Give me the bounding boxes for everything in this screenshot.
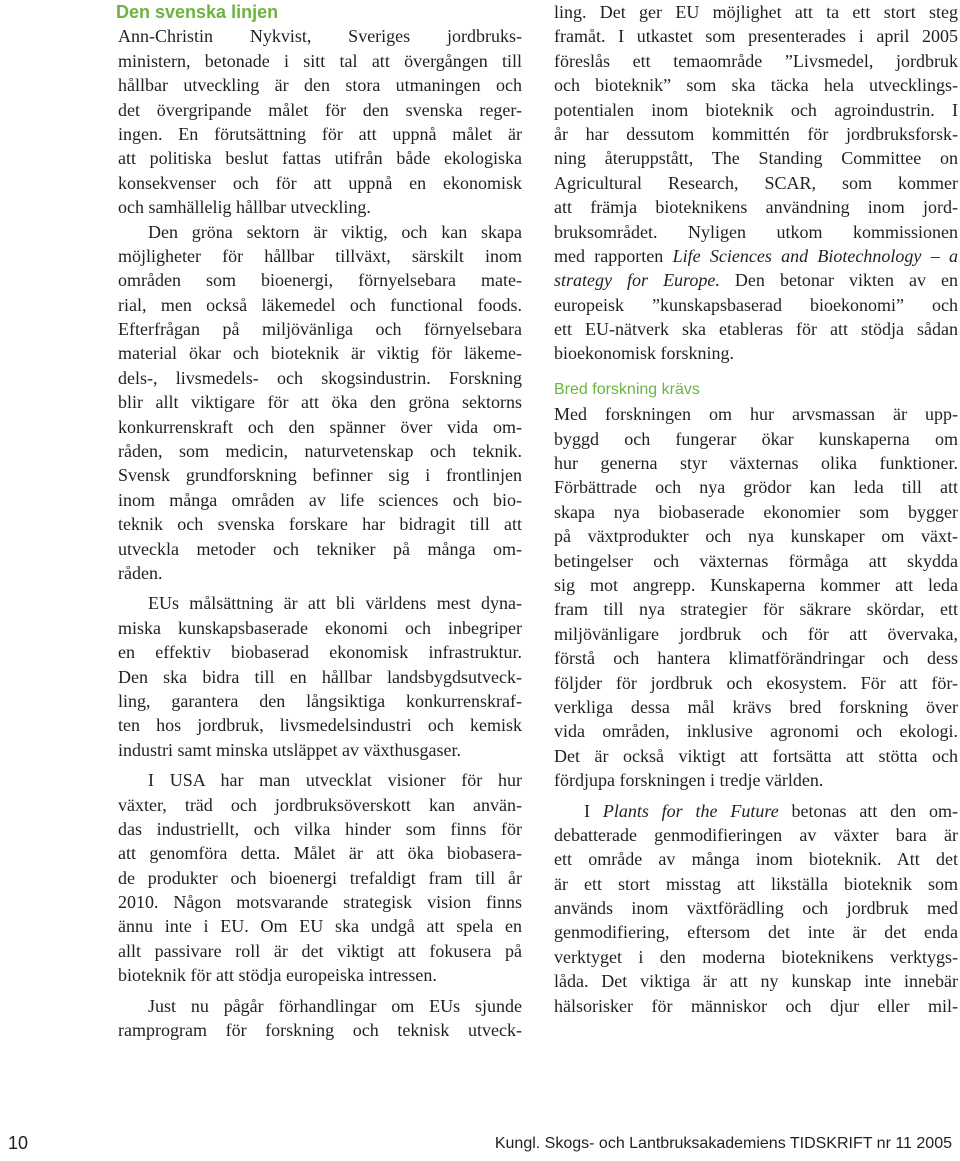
text-line: Efterfrågan på miljövänliga och förnyelsebara	[118, 319, 522, 340]
text-line: skapa nya biobaserade ekonomier som bygger	[554, 501, 958, 522]
text-line	[554, 799, 958, 823]
text-line: bioekonomisk forskning.	[554, 343, 734, 364]
report-title: Life Sciences and Biotechnology – a	[672, 245, 958, 266]
text-line: Förbättrade och nya grödor kan leda till att	[554, 477, 958, 498]
text-line: vida områden, inklusive agronomi och ekologi.	[554, 721, 958, 742]
text-line: Med forskningen om hur arvsmassan är upp-	[554, 404, 958, 425]
left-column-body	[118, 24, 522, 1042]
text-line: framåt. I utkastet som presenterades i april 2005	[554, 26, 958, 47]
text-line: allt passivare roll är det viktigt att fokusera på	[118, 940, 522, 961]
text-line: hur generna styr växternas olika funktioner.	[554, 453, 958, 474]
text-line: potentialen inom bioteknik och agroindustrin. I	[554, 99, 958, 120]
text-line: Ann-Christin Nykvist, Sveriges jordbruks-	[118, 26, 522, 47]
text-line: betingelser och växternas förmåga att skydda	[554, 550, 958, 571]
text-line: föreslås ett temaområde ”Livsmedel, jordbruk	[554, 50, 958, 71]
text-line: material ökar och bioteknik är viktig för läkeme-	[118, 343, 522, 364]
page-number: 10	[8, 1133, 29, 1153]
text-line: das industriellt, och vilka hinder som finns för	[118, 818, 522, 839]
text-line: sig mot angrepp. Kunskaperna kommer att leda	[554, 575, 958, 595]
publication-footer: Kungl. Skogs- och Lantbruksakademiens TIDSKRIFT nr 11 2005	[494, 1135, 952, 1152]
text-line: Just nu pågår förhandlingar om EUs sjunde	[148, 995, 522, 1016]
text-line: ett område av många inom bioteknik. Att det	[554, 849, 958, 870]
text-line: EUs målsättning är att bli världens mest dyna-	[148, 593, 522, 614]
text-line: låda. Det viktiga är att ny kunskap inte innebär	[554, 971, 958, 992]
text-line: hållbar utveckling är den stora utmaningen och	[118, 75, 522, 96]
text-line: genmodifiering, eftersom det inte är det enda	[554, 922, 958, 943]
left-column	[118, 0, 522, 1042]
section-heading: Den svenska linjen	[116, 2, 279, 22]
text-line: konkurrenskraft och den spänner över vida om-	[118, 416, 522, 437]
text-line: teknik och svenska forskare har bidragit till att	[118, 514, 522, 535]
right-column	[554, 0, 958, 1018]
text-line: ramprogram för forskning och teknisk utveck-	[118, 1020, 522, 1041]
text-line	[554, 268, 958, 292]
text-line: ling. Det ger EU möjlighet att ta ett stort steg	[554, 2, 958, 22]
text-line	[554, 244, 958, 268]
text-line: 2010. Någon motsvarande strategisk vision finns	[118, 892, 522, 913]
text-line: verkliga dessa mål krävs bred forskning över	[554, 696, 958, 717]
text-line: Agricultural Research, SCAR, som kommer	[554, 172, 958, 193]
text-line: förstå och hantera klimatförändringar och dess	[554, 648, 958, 669]
text-line: industri samt minska utsläppet av växthusgaser.	[118, 739, 461, 760]
text-line: råden.	[118, 563, 163, 583]
text-line: verktyget i den moderna bioteknikens verktygs-	[554, 946, 958, 967]
text-line: växter, träd och jordbruksöverskott kan använ-	[118, 794, 522, 815]
text-line: ning återuppstått, The Standing Committee on	[554, 148, 958, 169]
text-line: är ett stort misstag att likställa bioteknik som	[554, 873, 958, 894]
text-line: hälsorisker för människor och djur eller mil-	[554, 995, 958, 1016]
subsection-heading: Bred forskning krävs	[554, 380, 700, 398]
text-line: I USA har man utvecklat visioner för hur	[148, 770, 522, 791]
text-line: bruksområdet. Nyligen utkom kommissionen	[554, 221, 958, 242]
text-line: att politiska beslut fattas utifrån både ekologiska	[118, 148, 522, 169]
text-line: ingen. En förutsättning för att uppnå målet är	[118, 123, 522, 144]
text-line: ett EU-nätverk ska etableras för att stödja sådan	[554, 319, 958, 340]
text-run: Den betonar vikten av en	[719, 270, 958, 291]
text-line: följder för jordbruk och ekosystem. För att för-	[554, 672, 958, 693]
text-line: Svensk grundforskning befinner sig i frontlinjen	[118, 465, 522, 486]
text-line: ministern, betonade i sitt tal att övergången till	[118, 50, 522, 71]
report-title: Plants for the Future	[602, 800, 779, 821]
text-line: fram till nya strategier för säkrare skördar, ett	[554, 599, 958, 620]
section-gap	[554, 366, 958, 378]
text-line: och samhällelig hållbar utveckling.	[118, 197, 371, 218]
text-line: bioteknik för att stödja europeiska intressen.	[118, 965, 437, 986]
text-line: och bioteknik” som ska täcka hela utvecklings-	[554, 75, 958, 96]
text-line: används inom växtförädling och jordbruk med	[554, 898, 958, 919]
text-line: möjligheter för hållbar tillväxt, särskilt inom	[118, 245, 522, 266]
text-line: år har dessutom kommittén för jordbruksforsk-	[554, 123, 958, 144]
text-line: debatterade genmodifieringen av växter bara är	[554, 824, 958, 845]
text-line: råden, som medicin, naturvetenskap och teknik.	[118, 441, 522, 462]
text-line: ling, garantera den långsiktiga konkurrenskraf-	[118, 690, 522, 711]
text-run: med rapporten	[554, 245, 673, 266]
text-line: miljövänligare jordbruk och för att övervaka,	[554, 623, 958, 644]
right-column-body	[554, 0, 958, 1018]
text-line: det övergripande målet för den svenska reger-	[118, 99, 522, 120]
text-line: fördjupa forskningen i tredje världen.	[554, 770, 824, 791]
text-line: inom många områden av life sciences och bio-	[118, 489, 522, 510]
text-line: ännu inte i EU. Om EU ska undgå att spela en	[118, 916, 522, 937]
text-line: blir allt viktigare för att öka den gröna sektorns	[118, 392, 522, 413]
report-title: strategy for Europe.	[554, 270, 720, 291]
text-line: Det är också viktigt att fortsätta att stötta och	[554, 745, 958, 766]
text-line: Den ska bidra till en hållbar landsbygdsutveck-	[118, 666, 522, 687]
text-line: europeisk ”kunskapsbaserad bioekonomi” och	[554, 294, 958, 315]
text-line: på växtprodukter och nya kunskaper om växt-	[554, 526, 958, 547]
text-line: att främja bioteknikens användning inom jord-	[554, 197, 958, 218]
text-line: rial, men också läkemedel och functional foods.	[118, 294, 522, 315]
text-line: ten hos jordbruk, livsmedelsindustri och kemisk	[118, 715, 522, 736]
text-line: Den gröna sektorn är viktig, och kan skapa	[148, 221, 522, 242]
text-line: utveckla metoder och tekniker på många om-	[118, 538, 522, 559]
text-line: byggd och fungerar ökar kunskaperna om	[554, 428, 958, 449]
text-line: miska kunskapsbaserade ekonomi och inbegriper	[118, 617, 522, 638]
text-run: I	[584, 800, 603, 821]
text-line: de produkter och bioenergi trefaldigt fram till år	[118, 867, 522, 888]
text-line: dels-, livsmedels- och skogsindustrin. Forskning	[118, 367, 522, 388]
text-line: områden som bioenergi, förnyelsebara mate-	[118, 270, 522, 291]
text-line: att genomföra detta. Målet är att öka biobasera-	[118, 843, 522, 864]
text-run: betonas att den om-	[778, 800, 958, 821]
text-line: en effektiv biobaserad ekonomisk infrastruktur.	[118, 642, 522, 663]
text-line: konsekvenser och för att uppnå en ekonomisk	[118, 172, 522, 193]
